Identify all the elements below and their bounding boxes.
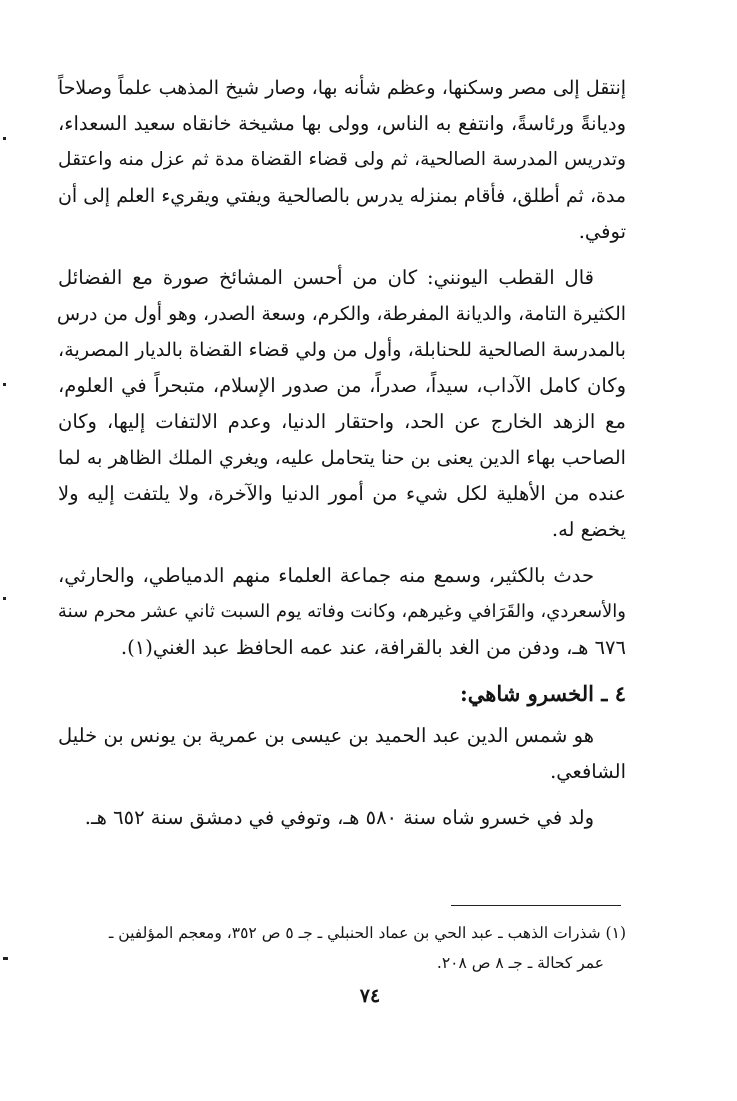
- page-body: [58, 70, 626, 846]
- paragraph-3: [58, 558, 626, 666]
- text-line: الشافعي.: [550, 760, 626, 783]
- paragraph-2: [58, 260, 626, 548]
- text-line: إنتقل إلى مصر وسكنها، وعظم شأنه بها، وصار شيخ المذهب علماً وصلاحاً: [58, 77, 626, 99]
- text-line: وكان كامل الآداب، سيداً، صدراً، من صدور الإسلام، متبحراً في العلوم،: [58, 374, 626, 397]
- text-line: بالمدرسة الصالحية للحنابلة، وأول من ولي قضاء القضاة بالديار المصرية،: [58, 338, 626, 361]
- text-line: توفي.: [578, 220, 626, 243]
- text-line: الصاحب بهاء الدين يعنى بن حنا يتحامل عليه، ويغري الملك الظاهر به لما: [57, 446, 626, 469]
- scan-speck: [3, 957, 8, 960]
- footnotes: [58, 918, 626, 978]
- text-line: هو شمس الدين عبد الحميد بن عيسى بن عمرية بن يونس بن خليل: [58, 724, 594, 747]
- text-line: وديانةً ورئاسةً، وانتفع به الناس، وولى بها مشيخة خانقاه سعيد السعداء،: [58, 112, 626, 135]
- footnote-line: (١) شذرات الذهب ـ عبد الحي بن عماد الحنبلي ـ جـ ٥ ص ٣٥٢، ومعجم المؤلفين ـ: [108, 924, 626, 942]
- footnote-divider: [451, 905, 621, 906]
- text-line: والأسعردي، والقَرَافي وغيرهم، وكانت وفاته يوم السبت ثاني عشر محرم سنة: [57, 601, 626, 622]
- text-line: حدث بالكثير، وسمع منه جماعة العلماء منهم الدمياطي، والحارثي،: [58, 564, 594, 587]
- scan-speck: [3, 137, 6, 140]
- paragraph-1: [58, 70, 626, 250]
- text-line: وتدريس المدرسة الصالحية، ثم ولى قضاء القضاة مدة ثم عزل منه واعتقل: [58, 149, 626, 170]
- section-heading: ٤ ـ الخسرو شاهي:: [460, 681, 626, 706]
- text-line: عنده من الأهلية لكل شيء من أمور الدنيا والآخرة، ولا يلتفت إليه ولا: [58, 482, 626, 505]
- text-line: ٦٧٦ هـ، ودفن من الغد بالقرافة، عند عمه الحافظ عبد الغني(١).: [120, 636, 626, 659]
- text-line: يخضع له.: [551, 518, 626, 541]
- section-paragraph-2: [58, 800, 626, 836]
- footnote-line: عمر كحالة ـ جـ ٨ ص ٢٠٨.: [436, 954, 604, 972]
- text-line: قال القطب اليونني: كان من أحسن المشائخ صورة مع الفضائل: [58, 266, 594, 289]
- scan-speck: [3, 383, 6, 386]
- text-line: مع الزهد الخارج عن الحد، واحتقار الدنيا، وعدم الالتفات إليها، وكان: [58, 410, 626, 433]
- scan-speck: [3, 597, 6, 600]
- section-paragraph-1: [58, 718, 626, 790]
- text-line: الكثيرة التامة، والديانة المفرطة، والكرم، وسعة الصدر، وهو أول من درس: [56, 303, 626, 325]
- page-number: ٧٤: [359, 985, 381, 1007]
- text-line: مدة، ثم أطلق، فأقام بمنزله يدرس بالصالحية ويفتي ويقريء العلم إلى أن: [58, 185, 626, 207]
- text-line: ولد في خسرو شاه سنة ٥٨٠ هـ، وتوفي في دمشق سنة ٦٥٢ هـ.: [84, 806, 594, 829]
